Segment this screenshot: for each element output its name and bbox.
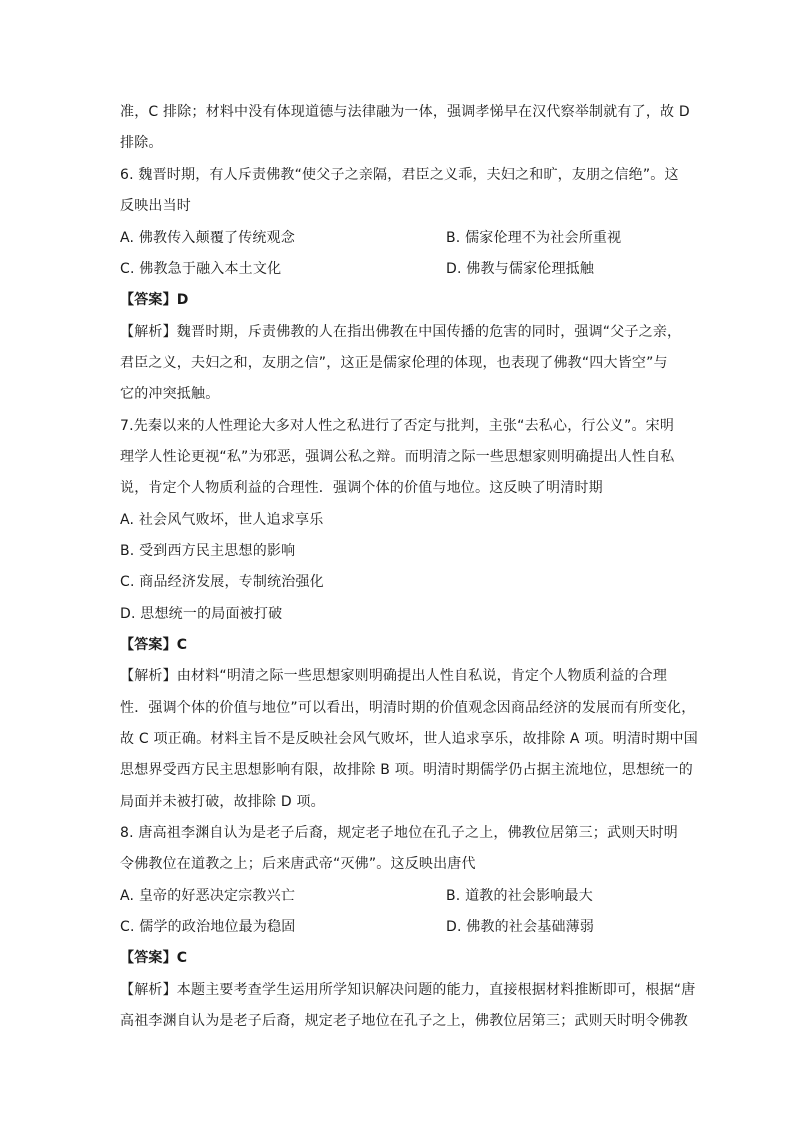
question-8-stem: 令佛教位在道教之上；后来唐武帝“灭佛”。这反映出唐代 bbox=[120, 856, 476, 872]
question-6-stem: 6. 魏晋时期，有人斥责佛教“使父子之亲隔，君臣之义乖，夫妇之和旷，友朋之信绝”。这 bbox=[120, 167, 679, 183]
question-6-analysis: 它的冲突抵触。 bbox=[120, 386, 220, 402]
text-line: 排除。 bbox=[120, 135, 163, 151]
question-7-answer: 【答案】C bbox=[120, 637, 188, 653]
question-7-stem: 说，肯定个人物质利益的合理性．强调个体的价值与地位。这反映了明清时期 bbox=[120, 480, 603, 496]
question-7-option-d: D. 思想统一的局面被打破 bbox=[120, 606, 283, 622]
question-8-analysis: 【解析】本题主要考查学生运用所学知识解决问题的能力，直接根据材料推断即可，根据“唐 bbox=[120, 982, 696, 998]
question-7-analysis: 【解析】由材料“明清之际一些思想家则明确提出人性自私说，肯定个人物质利益的合理 bbox=[120, 668, 668, 684]
question-7-analysis: 故 C 项正确。材料主旨不是反映社会风气败坏，世人追求享乐，故排除 A 项。明清时期中国 bbox=[120, 731, 698, 747]
question-6-answer: 【答案】D bbox=[120, 292, 189, 308]
question-8-stem: 8. 唐高祖李渊自认为是老子后裔，规定老子地位在孔子之上，佛教位居第三；武则天时明 bbox=[120, 825, 679, 841]
text-line: 准，C 排除；材料中没有体现道德与法律融为一体，强调孝悌早在汉代察举制就有了，故 D bbox=[120, 104, 690, 120]
question-7-option-c: C. 商品经济发展，专制统治强化 bbox=[120, 574, 324, 590]
question-7-analysis: 性．强调个体的价值与地位”可以看出，明清时期的价值观念因商品经济的发展而有所变化， bbox=[120, 700, 696, 716]
question-7-analysis: 局面并未被打破，故排除 D 项。 bbox=[120, 794, 325, 810]
question-6-analysis: 【解析】魏晋时期，斥责佛教的人在指出佛教在中国传播的危害的同时，强调“父子之亲， bbox=[120, 324, 682, 340]
question-7-stem: 7.先秦以来的人性理论大多对人性之私进行了否定与批判，主张“去私心，行公义”。宋明 bbox=[120, 418, 675, 434]
question-8-option-a: A. 皇帝的好恶决定宗教兴亡 bbox=[120, 888, 296, 904]
question-8-option-c: C. 儒学的政治地位最为稳固 bbox=[120, 919, 296, 935]
question-7-option-b: B. 受到西方民主思想的影响 bbox=[120, 543, 296, 559]
question-6-option-d: D. 佛教与儒家伦理抵触 bbox=[446, 261, 595, 277]
question-8-option-d: D. 佛教的社会基础薄弱 bbox=[446, 919, 595, 935]
question-6-option-b: B. 儒家伦理不为社会所重视 bbox=[446, 230, 622, 246]
question-7-option-a: A. 社会风气败坏，世人追求享乐 bbox=[120, 512, 324, 528]
question-8-answer: 【答案】C bbox=[120, 950, 188, 966]
question-6-option-c: C. 佛教急于融入本土文化 bbox=[120, 261, 282, 277]
question-6-option-a: A. 佛教传入颠覆了传统观念 bbox=[120, 230, 296, 246]
question-8-option-b: B. 道教的社会影响最大 bbox=[446, 888, 593, 904]
question-7-stem: 理学人性论更视“私”为邪恶，强调公私之辩。而明清之际一些思想家则明确提出人性自私 bbox=[120, 449, 675, 465]
question-6-analysis: 君臣之义，夫妇之和，友朋之信”，这正是儒家伦理的体现，也表现了佛教“四大皆空”与 bbox=[120, 355, 668, 371]
question-6-stem: 反映出当时 bbox=[120, 198, 191, 214]
question-8-analysis: 高祖李渊自认为是老子后裔，规定老子地位在孔子之上，佛教位居第三；武则天时明令佛教 bbox=[120, 1013, 688, 1029]
question-7-analysis: 思想界受西方民主思想影响有限，故排除 B 项。明清时期儒学仍占据主流地位，思想统一的 bbox=[120, 762, 693, 778]
